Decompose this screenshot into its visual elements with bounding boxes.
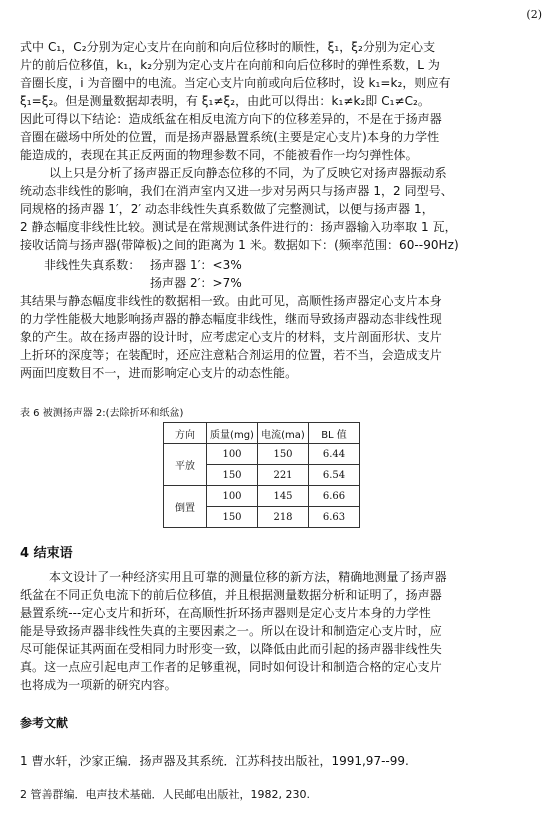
para2-line-2: 统动态非线性的影响，我们在消声室内又进一步对另两只与扬声器 1，2 同型号、 <box>20 184 453 198</box>
para1-line-5: 因此可得以下结论：造成纸盆在相反电流方向下的位移差异的，不是在于扬声器 <box>20 112 442 126</box>
conclusion-line-2: 纸盆在不同正负电流下的前后位移值，并且根据测量数据分析和证明了，扬声器 <box>20 588 442 602</box>
header-direction: 方向 <box>164 423 207 444</box>
conclusion-line-6: 真。这一点应引起电声工作者的足够重视，同时如何设计和制造合格的定心支片 <box>20 660 442 674</box>
bl-cell: 6.63 <box>309 507 360 528</box>
para2-line-4: 2 静态幅度非线性比较。测试是在常规测试条件进行的：扬声器输入功率取 1 瓦， <box>20 220 457 234</box>
current-cell: 145 <box>258 486 309 507</box>
reference-item: 2 管善群编．电声技术基础．人民邮电出版社，1982, 230. <box>20 788 310 801</box>
para1-line-3: 音圈长度，i 为音圈中的电流。当定心支片向前或向后位移时，设 k₁=k₂，则应有 <box>20 76 451 90</box>
conclusion-line-4: 能是导致扬声器非线性失真的主要因素之一。所以在设计和制造定心支片时，应 <box>20 624 442 638</box>
distortion-label: 非线性失真系数： <box>44 258 141 272</box>
section-heading: 4 结束语 <box>20 546 73 561</box>
page-number: (2) <box>526 8 542 21</box>
references-heading: 参考文献 <box>20 716 69 730</box>
para3-line-4: 上折环的深度等；在装配时，还应注意粘合剂运用的位置，若不当，会造成支片 <box>20 348 442 362</box>
mass-cell: 150 <box>207 465 258 486</box>
conclusion-line-1: 本文设计了一种经济实用且可靠的测量位移的新方法，精确地测量了扬声器 <box>49 570 447 584</box>
para1-line-1: 式中 C₁，C₂分别为定心支片在向前和向后位移时的顺性，ξ₁，ξ₂分别为定心支 <box>20 40 436 54</box>
para1-line-7: 能造成的，表现在其正反两面的物理参数不同，不能被看作一均匀弹性体。 <box>20 148 418 162</box>
mass-cell: 150 <box>207 507 258 528</box>
para2-line-3: 同规格的扬声器 1′，2′ 动态非线性失真系数做了完整测试，以便与扬声器 1， <box>20 202 434 216</box>
conclusion-line-7: 也将成为一项新的研究内容。 <box>20 678 177 692</box>
mass-cell: 100 <box>207 444 258 465</box>
reference-item: 1 曹水轩，沙家正编．扬声器及其系统．江苏科技出版社，1991,97--99. <box>20 754 409 768</box>
para1-line-2: 片的前后位移值，k₁，k₂分别为定心支片在向前和向后位移时的弹性系数，L 为 <box>20 58 440 72</box>
para2-line-1: 以上只是分析了扬声器正反向静态位移的不同，为了反映它对扬声器振动系 <box>49 166 447 180</box>
para3-line-5: 两面凹度数目不一，进而影响定心支片的动态性能。 <box>20 366 298 380</box>
distortion-row-2: 扬声器 2′：>7% <box>150 276 242 290</box>
header-mass: 质量(mg) <box>207 423 258 444</box>
current-cell: 221 <box>258 465 309 486</box>
table-row <box>164 486 360 507</box>
bl-cell: 6.66 <box>309 486 360 507</box>
para1-line-6: 音圈在磁场中所处的位置，而是扬声器悬置系统(主要是定心支片)本身的力学性 <box>20 130 440 144</box>
para2-line-5: 接收话筒与扬声器(带障板)之间的距离为 1 米。数据如下：(频率范围：60--90Hz) <box>20 238 459 252</box>
distortion-row-1: 扬声器 1′：<3% <box>150 258 242 272</box>
conclusion-line-5: 尽可能保证其两面在受相同力时形变一致，以降低由此而引起的扬声器非线性失 <box>20 642 442 656</box>
header-bl: BL 值 <box>309 423 360 444</box>
para3-line-1: 其结果与静态幅度非线性的数据相一致。由此可见，高顺性扬声器定心支片本身 <box>20 294 442 308</box>
current-cell: 150 <box>258 444 309 465</box>
bl-cell: 6.54 <box>309 465 360 486</box>
current-cell: 218 <box>258 507 309 528</box>
direction-cell: 平放 <box>164 444 207 486</box>
conclusion-line-3: 悬置系统---定心支片和折环，在高顺性折环扬声器则是定心支片本身的力学性 <box>20 606 431 620</box>
data-table <box>163 422 360 528</box>
header-current: 电流(ma) <box>258 423 309 444</box>
para1-line-4: ξ₁=ξ₂。但是测量数据却表明，有 ξ₁≠ξ₂，由此可以得出：k₁≠k₂即 C₁≠C₂。 <box>20 94 430 108</box>
para3-line-2: 的力学性能极大地影响扬声器的静态幅度非线性，继而导致扬声器动态非线性现 <box>20 312 442 326</box>
table-row <box>164 444 360 465</box>
para3-line-3: 象的产生。故在扬声器的设计时，应考虑定心支片的材料，支片剖面形状、支片 <box>20 330 442 344</box>
mass-cell: 100 <box>207 486 258 507</box>
table-header-row <box>164 423 360 444</box>
table-caption: 表 6 被测扬声器 2:(去除折环和纸盆) <box>20 408 184 419</box>
bl-cell: 6.44 <box>309 444 360 465</box>
direction-cell: 倒置 <box>164 486 207 528</box>
